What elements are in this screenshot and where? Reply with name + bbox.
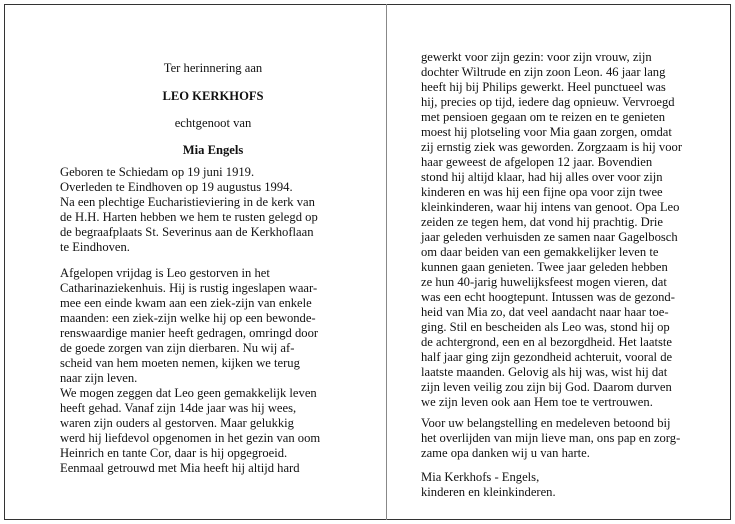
signature-line: kinderen en kleinkinderen. (421, 485, 556, 499)
text-line: Catharinaziekenhuis. Hij is rustig ingeslapen waar- (60, 281, 318, 295)
text-line: half jaar ging zijn gezondheid achteruit, vooral de (421, 350, 673, 364)
text-line: gewerkt voor zijn gezin: voor zijn vrouw, zijn (421, 50, 652, 64)
text-line: de H.H. Harten hebben we hem te rusten gelegd op (60, 210, 318, 224)
text-line: dochter Wiltrude en zijn zoon Leon. 46 jaar lang (421, 65, 666, 79)
text-line: waren zijn ouders al gestorven. Maar gelukkig (60, 416, 294, 430)
text-line: kleinkinderen, waar hij intens van genoot. Opa Leo (421, 200, 680, 214)
text-line: zijn leven veilig zou zijn bij God. Daarom durven (421, 380, 672, 394)
right-page (421, 0, 724, 524)
signature (421, 470, 724, 500)
text-line: ze hun 40-jarig huwelijksfeest mogen vieren, dat (421, 275, 667, 289)
text-line: scheid van hem moeten nemen, kijken we terug (60, 356, 300, 370)
paragraph-hospital (60, 266, 366, 386)
text-line: te Eindhoven. (60, 240, 130, 254)
death-line: Overleden te Eindhoven op 19 augustus 1994. (60, 180, 293, 194)
text-line: We mogen zeggen dat Leo geen gemakkelijk leven (60, 386, 317, 400)
text-line: heeft gehad. Vanaf zijn 14de jaar was hij wees, (60, 401, 297, 415)
text-line: stond hij altijd klaar, had hij alles over voor zijn (421, 170, 663, 184)
text-line: we zijn leven ook aan Hem toe te vertrouwen. (421, 395, 653, 409)
text-line: Voor uw belangstelling en medeleven betoond bij (421, 416, 671, 430)
remembrance-heading: Ter herinnering aan (163, 61, 263, 75)
text-line: jaar geleden verhuisden ze samen naar Gagelbosch (421, 230, 678, 244)
text-line: de achtergrond, een en al bezorgdheid. Het laatste (421, 335, 672, 349)
text-line: Heinrich en tante Cor, daar is hij opgegroeid. (60, 446, 288, 460)
text-line: naar zijn leven. (60, 371, 138, 385)
text-line: heeft hij bij Philips gewerkt. Heel punctueel was (421, 80, 666, 94)
funeral-paragraph (60, 195, 366, 255)
text-line: met pensioen gegaan om te reizen en te genieten (421, 110, 666, 124)
life-dates (60, 165, 366, 195)
birth-line: Geboren te Schiedam op 19 juni 1919. (60, 165, 255, 179)
text-line: de goede zorgen van zijn dierbaren. Nu wij af- (60, 341, 295, 355)
text-line: Afgelopen vrijdag is Leo gestorven in het (60, 266, 270, 280)
text-line: maanden: een ziek-zijn welke hij op een bewonde- (60, 311, 316, 325)
text-line: laatste maanden. Gelovig als hij was, wist hij dat (421, 365, 668, 379)
text-line: werd hij liefdevol opgenomen in het gezin van oom (60, 431, 321, 445)
spouse-intro: echtgenoot van (174, 116, 252, 130)
text-line: kunnen gaan genieten. Twee jaar geleden hebben (421, 260, 668, 274)
text-line: Na een plechtige Eucharistieviering in de kerk van (60, 195, 315, 209)
text-line: kinderen en was hij een fijne opa voor zijn twee (421, 185, 663, 199)
text-line: renswaardige manier heeft gedragen, omringd door (60, 326, 319, 340)
text-line: mee een einde kwam aan een ziek-zijn van enkele (60, 296, 312, 310)
text-line: Eenmaal getrouwd met Mia heeft hij altijd hard (60, 461, 300, 475)
text-line: om daar beiden van een gemakkelijker leven te (421, 245, 659, 259)
thanks-paragraph (421, 416, 724, 461)
signature-line: Mia Kerkhofs - Engels, (421, 470, 540, 484)
text-line: hij, precies op tijd, iedere dag opnieuw. Vervroegd (421, 95, 675, 109)
text-line: moest hij plotseling voor Mia gaan zorgen, omdat (421, 125, 672, 139)
paragraph-life (421, 50, 724, 410)
spouse-name: Mia Engels (182, 143, 244, 157)
text-line: was een echt hoogtepunt. Intussen was de gezond- (421, 290, 675, 304)
left-page (60, 0, 366, 524)
text-line: ging. Stil en bescheiden als Leo was, stond hij op (421, 320, 670, 334)
text-line: zeiden ze tegen hem, dat vond hij prachtig. Drie (421, 215, 663, 229)
paragraph-youth (60, 386, 366, 476)
text-line: haar geweest de afgelopen 12 jaar. Bovendien (421, 155, 653, 169)
deceased-name: LEO KERKHOFS (162, 89, 264, 103)
card-fold-line (386, 4, 387, 520)
text-line: zame opa danken wij u van harte. (421, 446, 590, 460)
text-line: zij ernstig ziek was geworden. Zorgzaam is hij voor (421, 140, 683, 154)
text-line: de begraafplaats St. Severinus aan de Kerkhoflaan (60, 225, 314, 239)
text-line: het overlijden van mijn lieve man, ons pap en zorg- (421, 431, 681, 445)
text-line: heid van Mia zo, dat veel aandacht naar haar toe- (421, 305, 669, 319)
